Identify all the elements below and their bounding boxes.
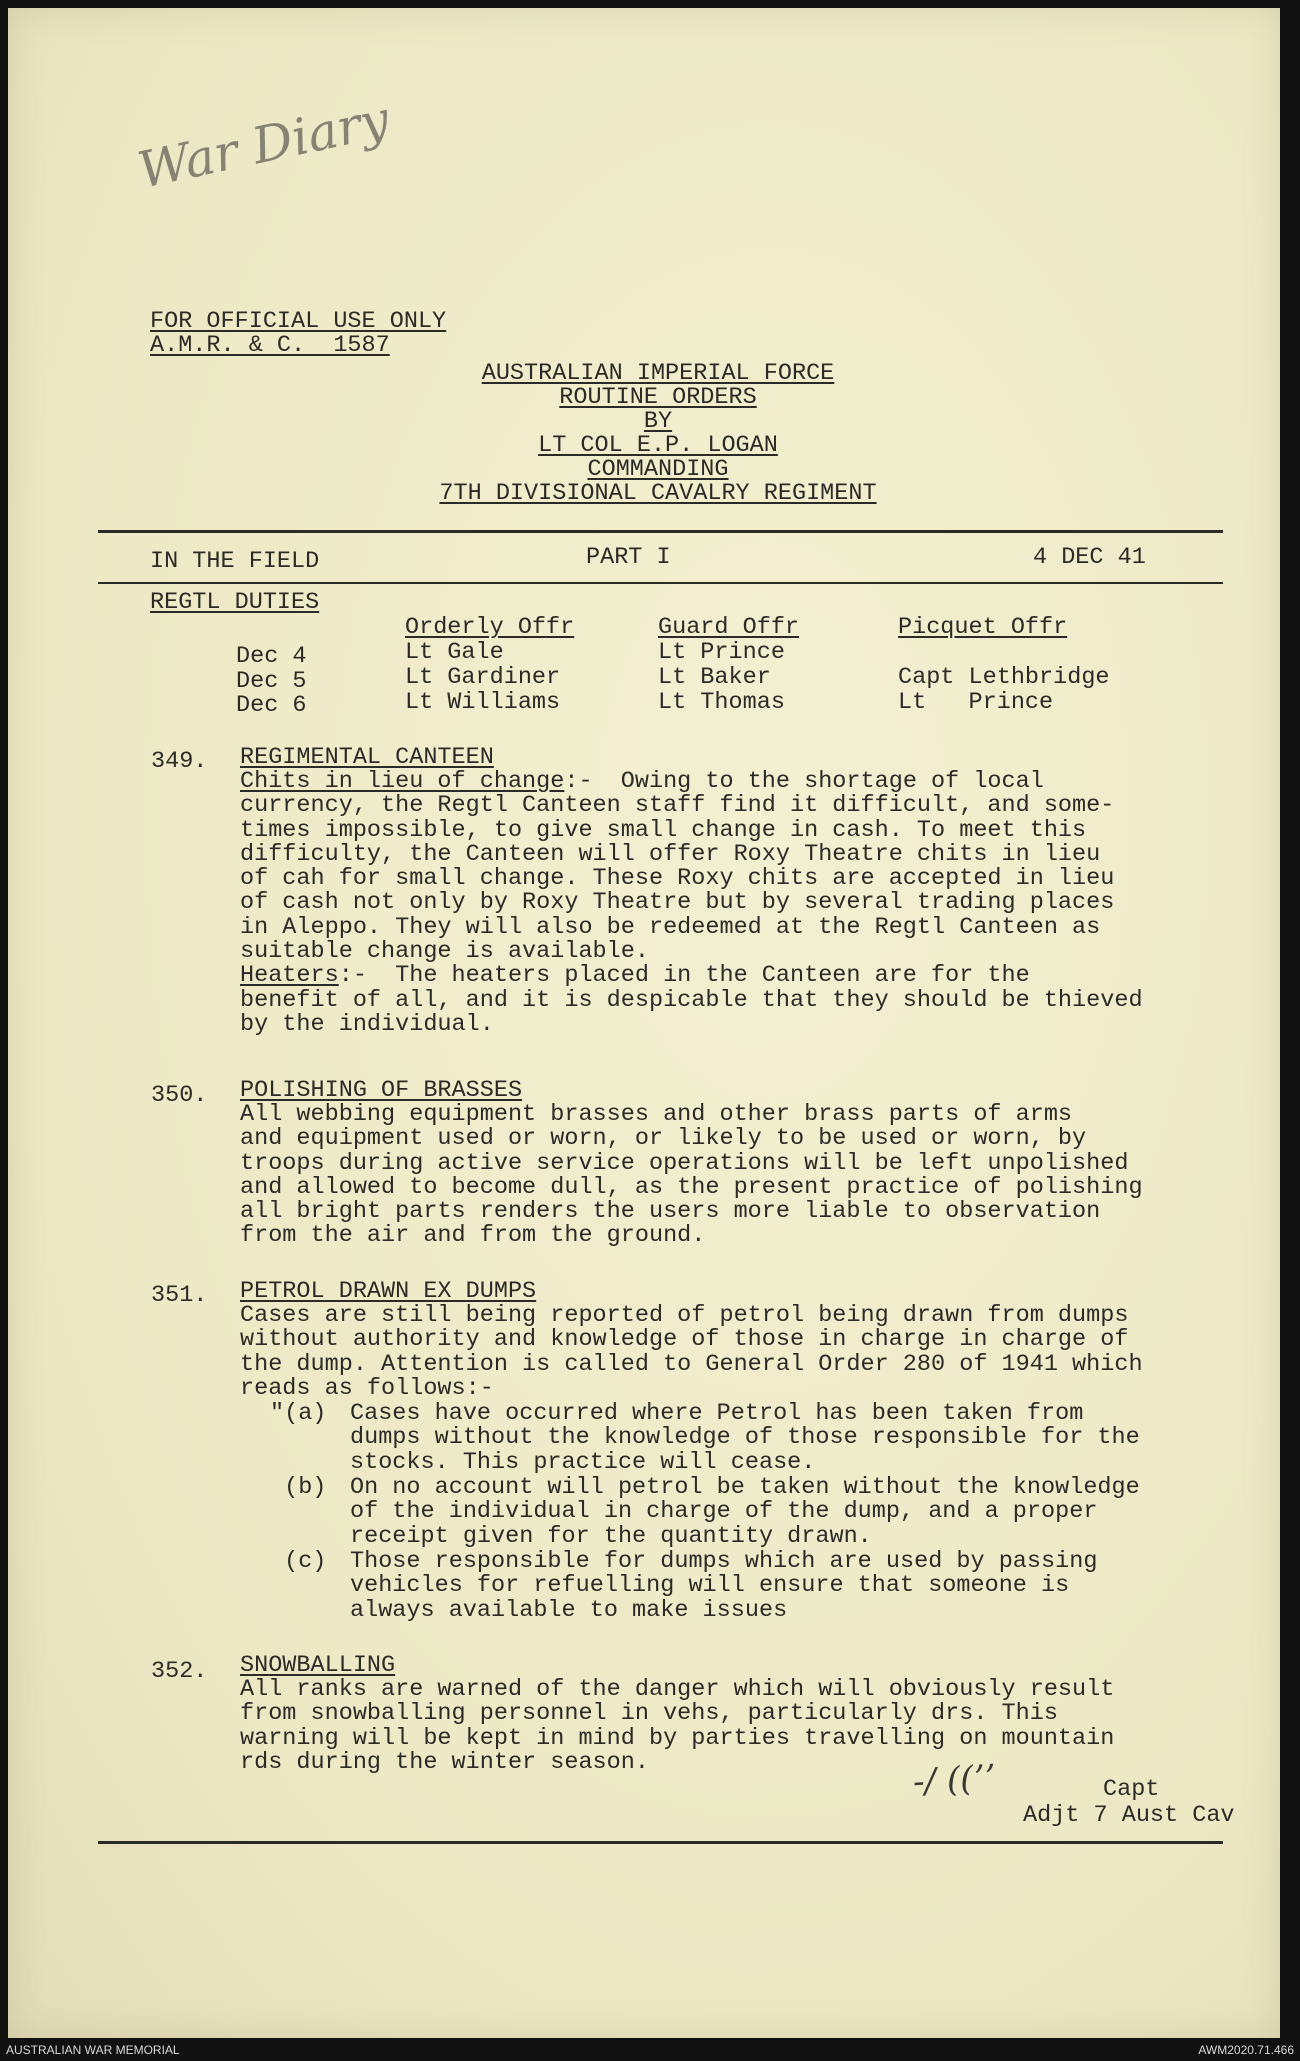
title-by: BY — [643, 408, 673, 435]
order-body: All ranks are warned of the danger which will obviously result from snowballing personnel in vehs, particularly drs. This warning will be kept in mind by parties travelling on mountain rds during the winter season. — [240, 1676, 1115, 1776]
title-commander: LT COL E.P. LOGAN — [538, 432, 778, 459]
duty-guard: Lt Prince — [658, 639, 785, 666]
duty-guard: Lt Thomas — [658, 689, 785, 716]
duty-day: Dec 4 — [236, 643, 307, 670]
order-body: Cases are still being reported of petrol being drawn from dumps without authority and knowledge of those in charge in charge of the dump. Attention is called to General Order 280 of 1941 which reads as follows:- — [240, 1302, 1143, 1402]
order-item-body: Those responsible for dumps which are used by passing vehicles for refuelling will ensure that someone is always available to make issues — [350, 1548, 1098, 1624]
title-orders: ROUTINE ORDERS — [559, 384, 757, 411]
order-item-label: (c) — [270, 1548, 327, 1575]
handwritten-annotation: War Diary — [133, 90, 395, 200]
order-item-label: "(a) — [270, 1400, 327, 1427]
duties-col-guard: Guard Offr — [658, 614, 800, 641]
signature-scrawl: -/ ((ʼʼ — [912, 1757, 996, 1803]
order-number: 351. — [151, 1282, 208, 1309]
title-unit: 7TH DIVISIONAL CAVALRY REGIMENT — [439, 480, 877, 507]
order-item-body: Cases have occurred where Petrol has been taken from dumps without the knowledge of those responsible for the stocks. This practice will cease. — [350, 1400, 1140, 1476]
sub-heading: Heaters — [240, 962, 339, 990]
duty-picquet: Lt Prince — [898, 689, 1054, 716]
meta-rule — [98, 582, 1223, 584]
order-item-label: (b) — [270, 1474, 327, 1501]
part-label: PART I — [586, 544, 671, 571]
title-commanding: COMMANDING — [587, 456, 729, 483]
signature-rank: Capt — [1103, 1776, 1160, 1803]
duty-orderly: Lt Williams — [405, 689, 561, 716]
order-body: All webbing equipment brasses and other brass parts of arms and equipment used or worn, or likely to be used or worn, by troops during active service operations will be left unpolished and allowed to become dull, as the present practice of polishing all bright parts renders the users more liable to observation from the air and from the ground. — [240, 1101, 1143, 1250]
archive-reference: AWM2020.71.466 — [1198, 2043, 1294, 2057]
order-heading: PETROL DRAWN EX DUMPS — [240, 1278, 537, 1305]
order-number: 350. — [151, 1082, 208, 1109]
duty-day: Dec 6 — [236, 692, 307, 719]
duty-orderly: Lt Gale — [405, 639, 504, 666]
order-number: 349. — [151, 748, 208, 775]
signature-appointment: Adjt 7 Aust Cav — [1023, 1802, 1235, 1829]
order-heading: SNOWBALLING — [240, 1652, 396, 1679]
duties-col-picquet: Picquet Offr — [898, 614, 1068, 641]
order-item-body: On no account will petrol be taken without the knowledge of the individual in charge of the dump, and a proper receipt given for the quantity drawn. — [350, 1474, 1140, 1550]
duty-day: Dec 5 — [236, 668, 307, 695]
duty-orderly: Lt Gardiner — [405, 664, 561, 691]
order-number: 352. — [151, 1658, 208, 1685]
header-rule — [98, 530, 1223, 533]
order-heading: REGIMENTAL CANTEEN — [240, 744, 494, 771]
order-body: Chits in lieu of change:- Owing to the shortage of local currency, the Regtl Canteen staff find it difficult, and some- times impossible, to give small change in cash. To meet this difficulty, the Canteen will offer Roxy Theatre chits in lieu of cah for small change. These Roxy chits are accepted in lieu of cash not only by Roxy Theatre but by several trading places in Aleppo. They will also be redeemed at the Regtl Canteen as suitable change is available. Heaters:- The heaters placed in the Canteen are for the benefit of all, and it is despicable that they should be thieved by the individual. — [240, 768, 1143, 1038]
document-page — [8, 8, 1280, 2038]
footer-rule — [98, 1841, 1223, 1844]
duties-col-orderly: Orderly Offr — [405, 614, 575, 641]
duty-picquet: Capt Lethbridge — [898, 664, 1110, 691]
order-heading: POLISHING OF BRASSES — [240, 1077, 523, 1104]
duty-guard: Lt Baker — [658, 664, 771, 691]
archive-credit: AUSTRALIAN WAR MEMORIAL — [6, 2043, 180, 2057]
location: IN THE FIELD — [150, 548, 320, 575]
order-date: 4 DEC 41 — [1033, 544, 1146, 571]
title-force: AUSTRALIAN IMPERIAL FORCE — [481, 360, 835, 387]
security-line-1: FOR OFFICIAL USE ONLY — [150, 308, 447, 335]
sub-heading: Chits in lieu of change — [240, 768, 565, 795]
security-line-2: A.M.R. & C. 1587 — [150, 332, 390, 359]
duties-heading: REGTL DUTIES — [150, 589, 320, 616]
